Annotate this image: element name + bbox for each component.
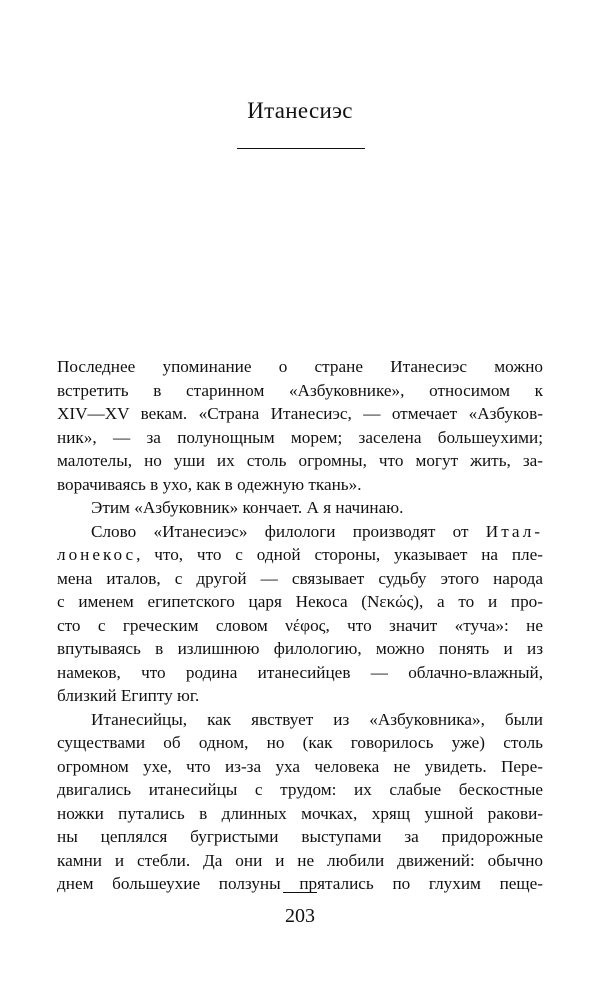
text-line: ножки путались в длинных мочках, хрящ ушной ракови-: [57, 803, 543, 823]
text-line: впутываясь в излишнюю филологию, можно понять и из: [57, 639, 543, 658]
text-line: камни и стебли. Да они и не любили движений: обычно: [57, 850, 543, 870]
text-line: XIV—XV векам. «Страна Итанесиэс, — отмечает «Азбуков-: [57, 404, 543, 423]
text-line: [57, 543, 543, 567]
text-line: ны цеплялся бугристыми выступами за придорожные: [57, 827, 543, 846]
footer-divider: [283, 892, 317, 893]
text-line: Последнее упоминание о стране Итанесиэс можно: [57, 357, 543, 376]
text-fragment: Слово «Итанесиэс» филологи производят от: [91, 521, 469, 541]
text-line: сто с греческим словом νέφος, что значит «туча»: не: [57, 615, 543, 635]
text-line: днем большеухие ползуны прятались по глухим пеще-: [57, 874, 543, 893]
spaced-word: лонекос: [57, 545, 137, 564]
text-line: ник», — за полунощным морем; заселена большеухими;: [57, 427, 543, 447]
text-line: огромном ухе, что из-за уха человека не увидеть. Пере-: [57, 756, 543, 776]
text-fragment: , что, что с одной стороны, указывает на пле-: [136, 545, 543, 564]
text-line: ворачиваясь в ухо, как в одежную ткань».: [57, 474, 362, 494]
text-line: с именем египетского царя Некоса (Νεκώς), а то и про-: [57, 592, 543, 611]
text-line: близкий Египту юг.: [57, 686, 200, 705]
text-line: мена италов, с другой — связывает судьбу этого народа: [57, 568, 543, 588]
spaced-word: Итал-: [485, 521, 544, 541]
title-divider: [237, 148, 365, 149]
text-line: Этим «Азбуковник» кончает. А я начинаю.: [91, 498, 404, 517]
text-line: намеков, что родина итанесийцев — облачно-влажный,: [57, 662, 543, 682]
text-line: существами об одном, но (как говорилось уже) столь: [57, 733, 543, 752]
text-line: двигались итанесийцы с трудом: их слабые бескостные: [57, 780, 543, 799]
text-line: Итанесийцы, как явствует из «Азбуковника», были: [91, 709, 543, 729]
text-line: встретить в старинном «Азбуковнике», относимом к: [57, 380, 543, 400]
page-number: 203: [285, 905, 315, 927]
body-text: [57, 355, 543, 896]
text-line: [57, 520, 543, 544]
text-line: малотелы, но уши их столь огромны, что могут жить, за-: [57, 451, 543, 470]
chapter-title: Итанесиэс: [247, 98, 353, 123]
